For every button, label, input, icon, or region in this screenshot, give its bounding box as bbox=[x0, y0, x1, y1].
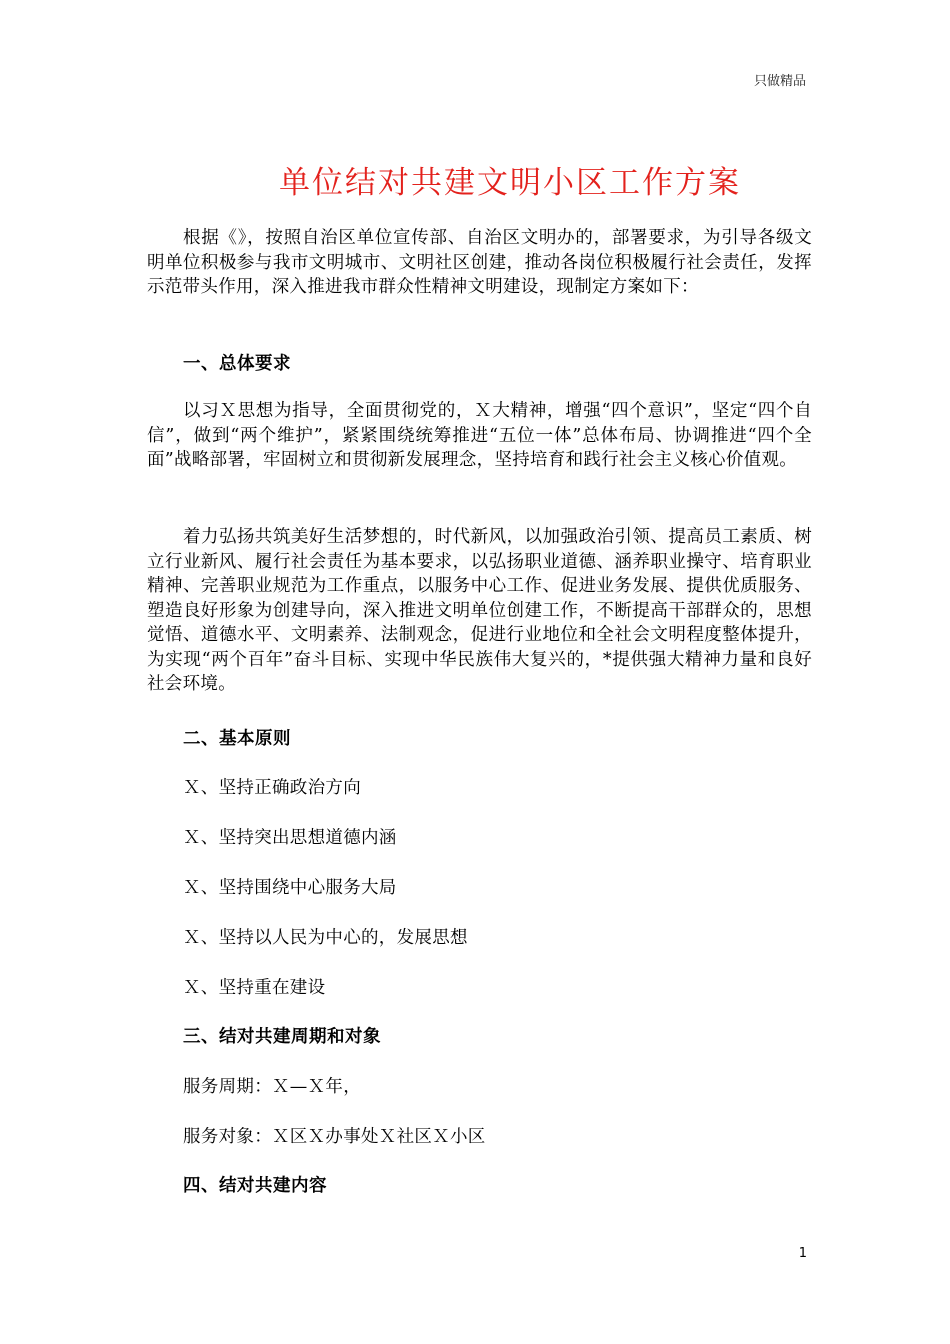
principle-item: Ｘ、坚持正确政治方向 bbox=[183, 778, 361, 798]
section-heading-4: 四、结对共建内容 bbox=[183, 1176, 327, 1196]
principle-item: Ｘ、坚持重在建设 bbox=[183, 978, 326, 998]
section1-paragraph-1: 以习Ｘ思想为指导，全面贯彻党的，Ｘ大精神，增强“四个意识”，坚定“四个自信”，做到“两个维护”，紧紧围绕统筹推进“五位一体”总体布局、协调推进“四个全面”战略部署，牢固树立和贯彻新发展理念，坚持培育和践行社会主义核心价值观。 bbox=[147, 401, 812, 470]
principle-item: Ｘ、坚持以人民为中心的，发展思想 bbox=[183, 928, 468, 948]
section-heading-3: 三、结对共建周期和对象 bbox=[183, 1027, 381, 1047]
section1-paragraph-block-2 bbox=[147, 525, 812, 697]
section-heading-2: 二、基本原则 bbox=[183, 729, 291, 749]
page-number: 1 bbox=[798, 1246, 807, 1261]
section1-paragraph-2: 着力弘扬共筑美好生活梦想的，时代新风，以加强政治引领、提高员工素质、树立行业新风、履行社会责任为基本要求，以弘扬职业道德、涵养职业操守、培育职业精神、完善职业规范为工作重点，以服务中心工作、促进业务发展、提供优质服务、塑造良好形象为创建导向，深入推进文明单位创建工作，不断提高干部群众的，思想觉悟、道德水平、文明素养、法制观念，促进行业地位和全社会文明程度整体提升，为实现“两个百年”奋斗目标、实现中华民族伟大复兴的，*提供强大精神力量和良好社会环境。 bbox=[147, 527, 812, 694]
principle-item: Ｘ、坚持围绕中心服务大局 bbox=[183, 878, 397, 898]
header-note: 只做精品 bbox=[753, 74, 806, 89]
service-period: 服务周期：Ｘ—Ｘ年， bbox=[183, 1077, 361, 1097]
section-heading-1: 一、总体要求 bbox=[183, 354, 291, 374]
section1-paragraph-block-1 bbox=[147, 399, 812, 473]
principle-item: Ｘ、坚持突出思想道德内涵 bbox=[183, 828, 397, 848]
document-title: 单位结对共建文明小区工作方案 bbox=[279, 165, 741, 201]
service-target: 服务对象：Ｘ区Ｘ办事处Ｘ社区Ｘ小区 bbox=[183, 1127, 486, 1147]
intro-paragraph: 根据《》，按照自治区单位宣传部、自治区文明办的，部署要求，为引导各级文明单位积极参与我市文明城市、文明社区创建，推动各岗位积极履行社会责任，发挥示范带头作用，深入推进我市群众性精神文明建设，现制定方案如下： bbox=[147, 228, 812, 297]
intro-paragraph-block bbox=[147, 226, 812, 300]
